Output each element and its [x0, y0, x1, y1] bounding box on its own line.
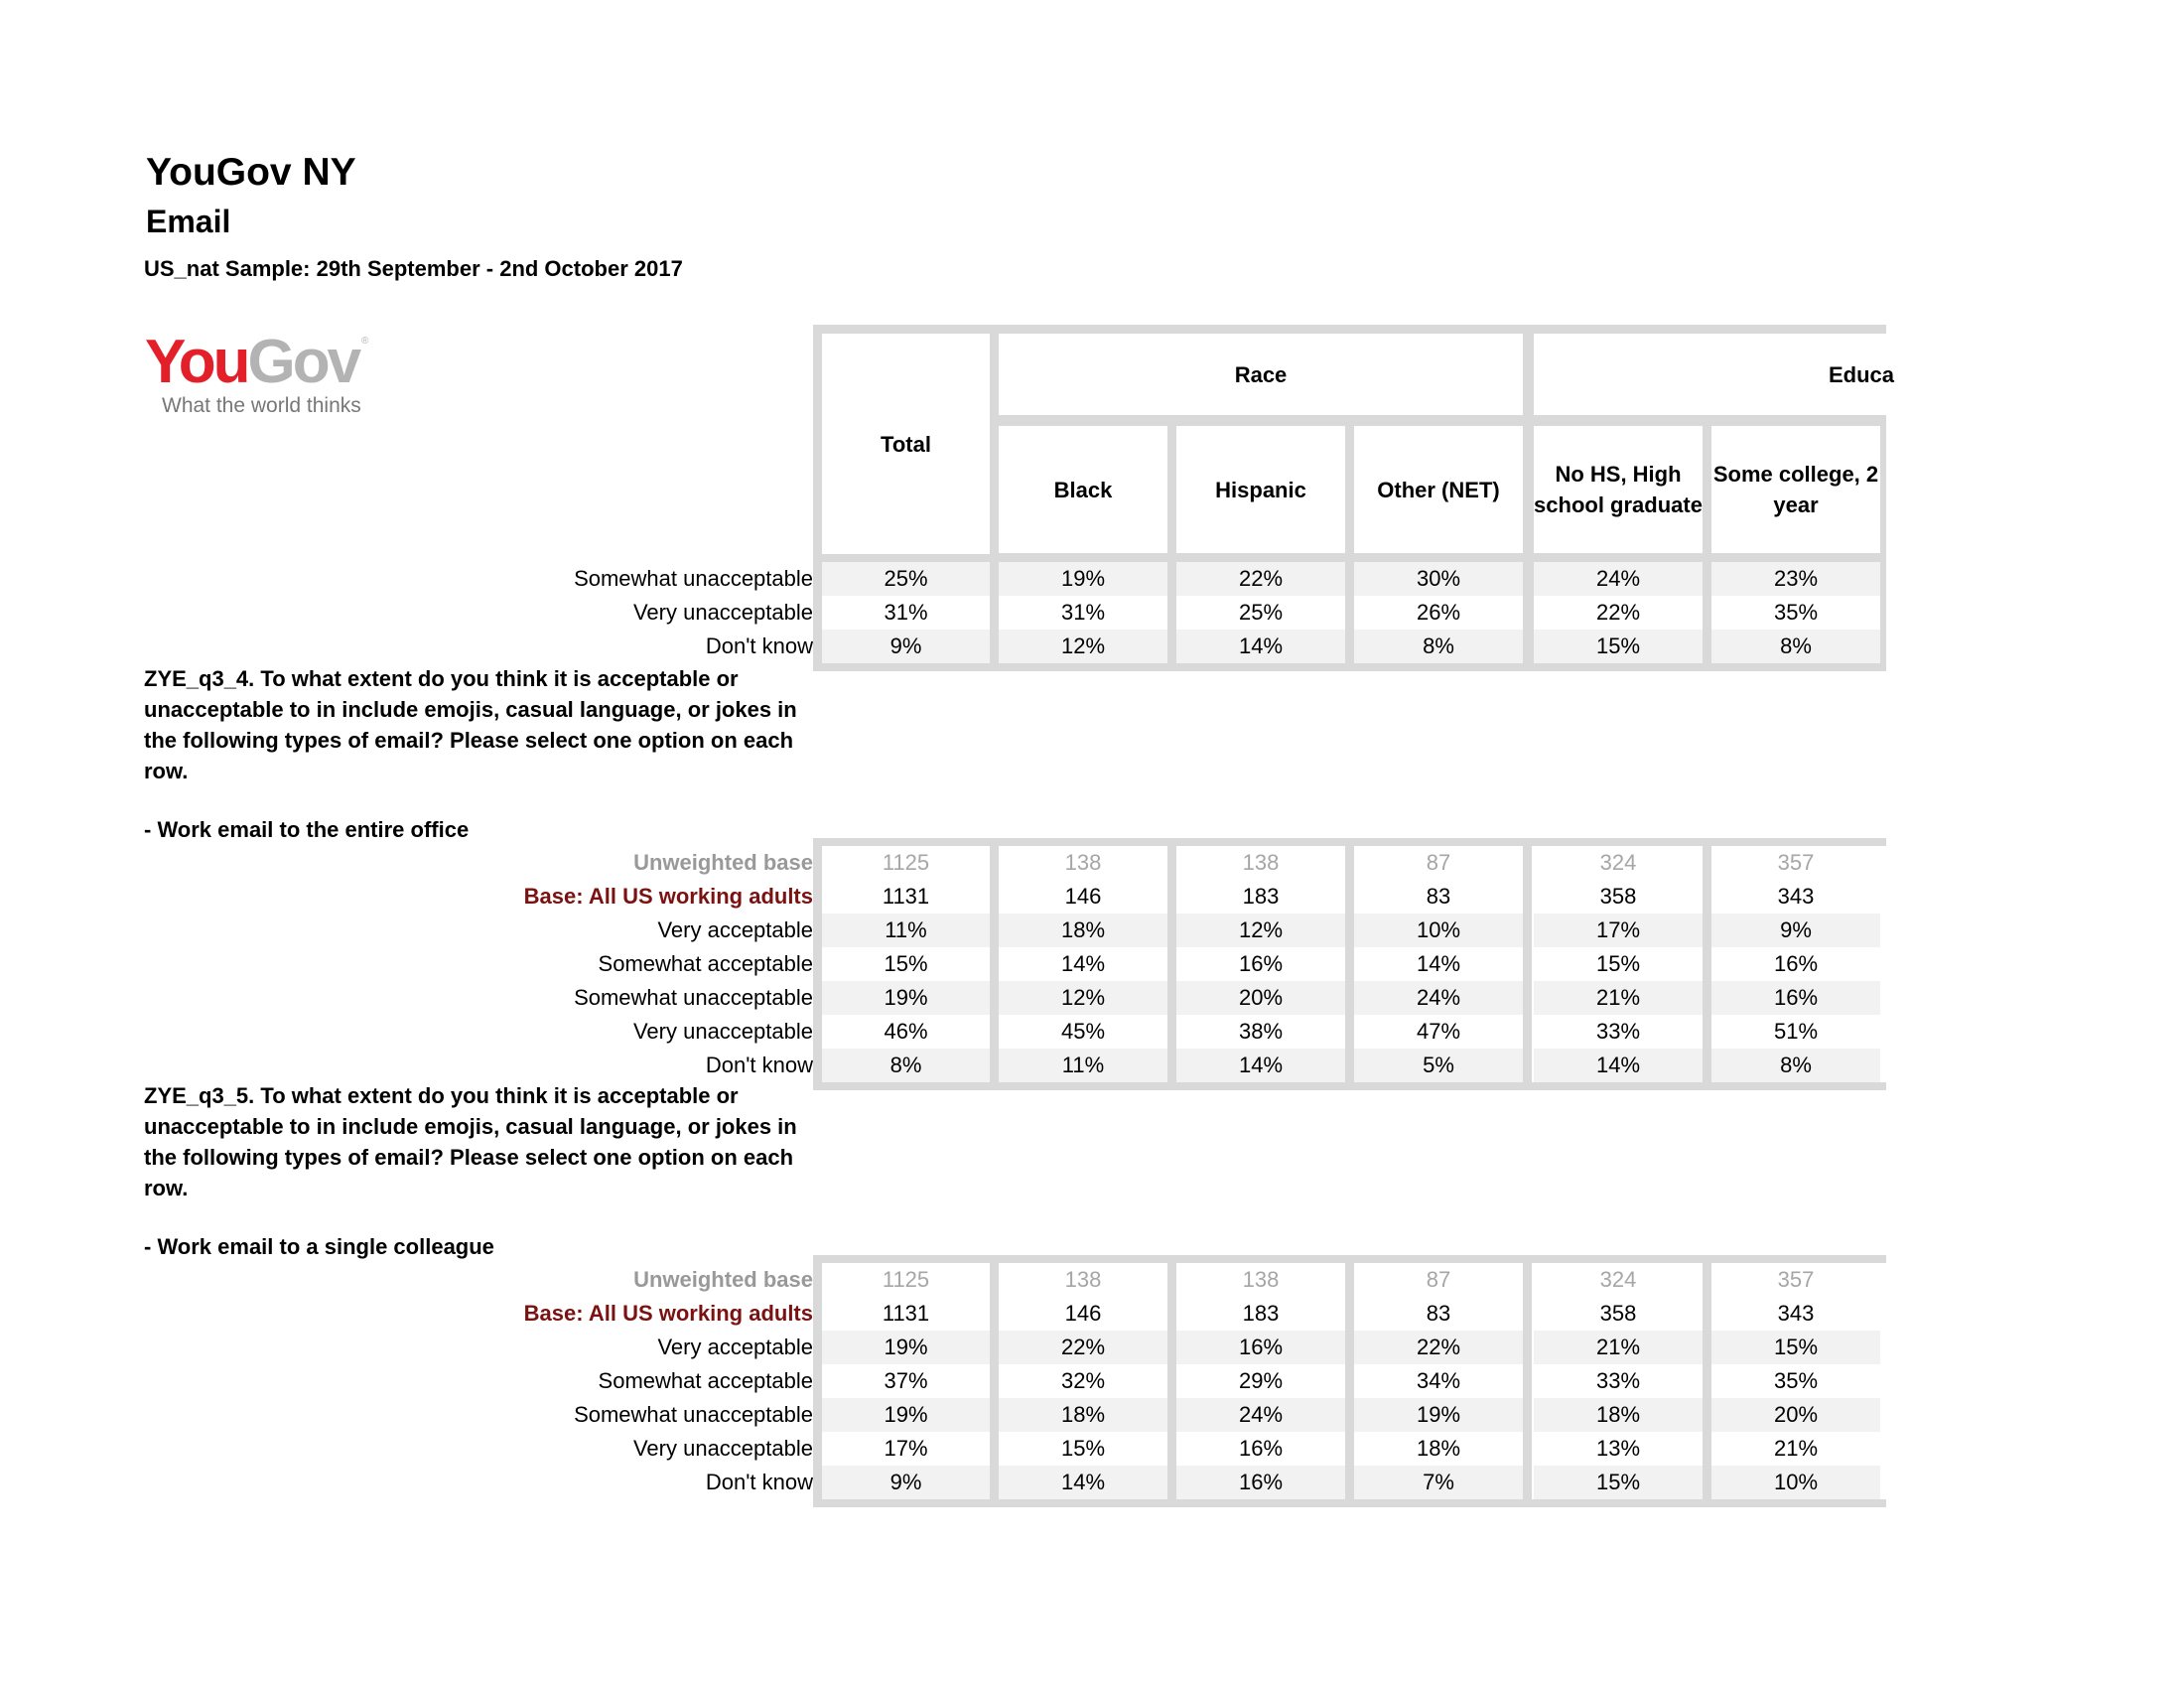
- row-label: Don't know: [705, 633, 813, 658]
- row-label: Very acceptable: [657, 1335, 813, 1359]
- column-separator: [990, 1331, 999, 1364]
- table-cell: 343: [1711, 880, 1880, 914]
- question-line: the following types of email? Please select one option on each: [144, 1145, 794, 1170]
- table-cell: 83: [1354, 880, 1523, 914]
- row-label: Somewhat unacceptable: [574, 1402, 813, 1427]
- table-cell: 47%: [1354, 1015, 1523, 1049]
- table-cell: 15%: [1534, 1466, 1703, 1499]
- column-separator: [1345, 1398, 1354, 1432]
- row-cells: [813, 562, 1886, 596]
- column-separator: [1167, 981, 1176, 1015]
- row-cells: [813, 1432, 1886, 1466]
- table-cell: 16%: [1176, 947, 1345, 981]
- column-separator: [1523, 846, 1532, 880]
- page-subtitle: Email: [146, 204, 231, 239]
- column-separator: [1523, 596, 1532, 630]
- row-cells: [813, 947, 1886, 981]
- table-cell: 87: [1354, 1263, 1523, 1297]
- row-label: Very unacceptable: [632, 1436, 813, 1461]
- table-cell: 183: [1176, 1297, 1345, 1331]
- table-row: [0, 1263, 1886, 1297]
- table-cell: 17%: [1534, 914, 1703, 947]
- table-row: [0, 1432, 1886, 1466]
- table-cell: 15%: [822, 947, 990, 981]
- question-q3-4: [144, 663, 819, 786]
- table-cell: 20%: [1176, 981, 1345, 1015]
- column-separator: [1345, 562, 1354, 596]
- table-cell: 16%: [1711, 981, 1880, 1015]
- column-separator: [1703, 1331, 1711, 1364]
- table-cell: 18%: [1534, 1398, 1703, 1432]
- row-label: Somewhat acceptable: [598, 1368, 813, 1393]
- column-separator: [1523, 630, 1532, 663]
- table-top-border: [813, 838, 1886, 846]
- column-separator: [990, 562, 999, 596]
- column-separator: [1523, 981, 1532, 1015]
- table-cell: 14%: [1534, 1049, 1703, 1082]
- column-separator: [990, 947, 999, 981]
- table-cell: 20%: [1711, 1398, 1880, 1432]
- table-bottom-border: [813, 663, 1886, 671]
- table-row: [0, 981, 1886, 1015]
- column-separator: [1523, 1263, 1532, 1297]
- column-separator: [813, 846, 822, 880]
- table-cell: 14%: [999, 1466, 1167, 1499]
- table-cell: 11%: [822, 914, 990, 947]
- table-cell: 16%: [1176, 1466, 1345, 1499]
- column-separator: [990, 1398, 999, 1432]
- row-cells: [813, 1049, 1886, 1082]
- row-cells: [813, 981, 1886, 1015]
- table-cell: 26%: [1354, 596, 1523, 630]
- column-separator: [813, 914, 822, 947]
- column-separator: [1523, 947, 1532, 981]
- table-cell: 14%: [999, 947, 1167, 981]
- table-cell: 18%: [999, 914, 1167, 947]
- table-cell: 14%: [1354, 947, 1523, 981]
- row-label: Unweighted base: [633, 850, 813, 875]
- table-cell: 138: [999, 846, 1167, 880]
- column-separator: [1167, 1049, 1176, 1082]
- question-q3-4-subheading: - Work email to the entire office: [144, 817, 470, 842]
- table-cell: 183: [1176, 880, 1345, 914]
- column-separator: [990, 596, 999, 630]
- table-cell: 9%: [822, 630, 990, 663]
- table-cell: 24%: [1354, 981, 1523, 1015]
- row-cells: [813, 1398, 1886, 1432]
- column-separator: [1167, 947, 1176, 981]
- table-cell: 16%: [1176, 1331, 1345, 1364]
- column-separator: [1345, 1297, 1354, 1331]
- table-row: [0, 1398, 1886, 1432]
- column-separator: [813, 630, 822, 663]
- column-separator: [990, 1364, 999, 1398]
- logo-gov: Gov: [247, 328, 359, 396]
- row-label: Very unacceptable: [632, 600, 813, 625]
- question-line: unacceptable to in include emojis, casual language, or jokes in: [144, 697, 797, 722]
- table-cell: 18%: [1354, 1432, 1523, 1466]
- column-separator: [1345, 596, 1354, 630]
- row-label: Somewhat acceptable: [598, 951, 813, 976]
- col-header-total: Total: [822, 334, 990, 554]
- table-row: [0, 846, 1886, 880]
- question-line: unacceptable to in include emojis, casual language, or jokes in: [144, 1114, 797, 1139]
- table-row: [0, 1331, 1886, 1364]
- row-label: Very unacceptable: [632, 1019, 813, 1044]
- column-separator: [813, 947, 822, 981]
- col-group-race: Race: [999, 334, 1523, 415]
- column-separator: [990, 981, 999, 1015]
- table-cell: 23%: [1711, 562, 1880, 596]
- table-cell: 51%: [1711, 1015, 1880, 1049]
- table-cell: 12%: [999, 630, 1167, 663]
- column-separator: [1345, 846, 1354, 880]
- column-separator: [990, 1015, 999, 1049]
- column-separator: [1345, 914, 1354, 947]
- table-cell: 15%: [1711, 1331, 1880, 1364]
- table-cell: 35%: [1711, 1364, 1880, 1398]
- row-label: Somewhat unacceptable: [574, 985, 813, 1010]
- column-separator: [1703, 1466, 1711, 1499]
- row-cells: [813, 1263, 1886, 1297]
- column-separator: [1345, 630, 1354, 663]
- column-separator: [1167, 1297, 1176, 1331]
- column-separator: [1345, 1466, 1354, 1499]
- table-cell: 8%: [1354, 630, 1523, 663]
- table-cell: 24%: [1176, 1398, 1345, 1432]
- table-cell: 34%: [1354, 1364, 1523, 1398]
- column-separator: [1167, 630, 1176, 663]
- column-separator: [1167, 1263, 1176, 1297]
- table-row: [0, 880, 1886, 914]
- table-cell: 21%: [1534, 1331, 1703, 1364]
- col-header-other: Other (NET): [1354, 426, 1523, 553]
- table-cell: 138: [1176, 846, 1345, 880]
- column-separator: [813, 1049, 822, 1082]
- table-cell: 17%: [822, 1432, 990, 1466]
- table-cell: 12%: [999, 981, 1167, 1015]
- table-cell: 35%: [1711, 596, 1880, 630]
- yougov-logo: [145, 328, 383, 421]
- table-cell: 357: [1711, 846, 1880, 880]
- table-cell: 11%: [999, 1049, 1167, 1082]
- column-separator: [1703, 1432, 1711, 1466]
- column-separator: [1345, 947, 1354, 981]
- table-bottom-border: [813, 1082, 1886, 1090]
- table-cell: 343: [1711, 1297, 1880, 1331]
- table-cell: 146: [999, 880, 1167, 914]
- table-cell: 33%: [1534, 1364, 1703, 1398]
- col-group-education: Educa: [1534, 334, 1886, 415]
- table-cell: 8%: [822, 1049, 990, 1082]
- table-cell: 31%: [999, 596, 1167, 630]
- column-separator: [1703, 1398, 1711, 1432]
- table-row: [0, 1364, 1886, 1398]
- row-label: Somewhat unacceptable: [574, 566, 813, 591]
- table-cell: 15%: [1534, 630, 1703, 663]
- col-header-some-college: [1711, 426, 1880, 553]
- column-separator: [813, 1015, 822, 1049]
- table-cell: 9%: [822, 1466, 990, 1499]
- column-separator: [1523, 914, 1532, 947]
- table-cell: 15%: [1534, 947, 1703, 981]
- column-separator: [1703, 1297, 1711, 1331]
- column-separator: [1167, 914, 1176, 947]
- column-separator: [1703, 562, 1711, 596]
- table-row: [0, 1049, 1886, 1082]
- column-separator: [1703, 981, 1711, 1015]
- column-separator: [813, 880, 822, 914]
- table-cell: 358: [1534, 1297, 1703, 1331]
- table-cell: 9%: [1711, 914, 1880, 947]
- sample-info: US_nat Sample: 29th September - 2nd October 2017: [144, 256, 683, 281]
- table-cell: 138: [1176, 1263, 1345, 1297]
- table-cell: 16%: [1176, 1432, 1345, 1466]
- col-header-no-hs-line2: school graduate: [1534, 492, 1703, 517]
- column-separator: [1167, 1466, 1176, 1499]
- table-cell: 10%: [1711, 1466, 1880, 1499]
- table-cell: 24%: [1534, 562, 1703, 596]
- table-cell: 38%: [1176, 1015, 1345, 1049]
- table-cell: 19%: [822, 1398, 990, 1432]
- table-row: [0, 562, 1886, 596]
- table-cell: 7%: [1354, 1466, 1523, 1499]
- column-separator: [990, 1297, 999, 1331]
- row-cells: [813, 596, 1886, 630]
- column-separator: [1523, 1297, 1532, 1331]
- col-header-black: Black: [999, 426, 1167, 553]
- column-separator: [1703, 880, 1711, 914]
- column-separator: [1523, 1049, 1532, 1082]
- table-cell: 10%: [1354, 914, 1523, 947]
- column-separator: [1345, 1364, 1354, 1398]
- table-cell: 19%: [1354, 1398, 1523, 1432]
- column-separator: [1523, 562, 1532, 596]
- table-cell: 358: [1534, 880, 1703, 914]
- row-cells: [813, 1466, 1886, 1499]
- column-separator: [1167, 846, 1176, 880]
- row-cells: [813, 1364, 1886, 1398]
- column-separator: [990, 1263, 999, 1297]
- column-separator: [813, 1263, 822, 1297]
- table-cell: 16%: [1711, 947, 1880, 981]
- column-separator: [990, 1466, 999, 1499]
- column-separator: [1523, 1331, 1532, 1364]
- column-separator: [1345, 1263, 1354, 1297]
- table-cell: 37%: [822, 1364, 990, 1398]
- logo-tagline: What the world thinks: [162, 394, 361, 417]
- table-cell: 8%: [1711, 1049, 1880, 1082]
- col-header-some-college-line2: year: [1773, 492, 1819, 517]
- table-cell: 18%: [999, 1398, 1167, 1432]
- column-separator: [813, 562, 822, 596]
- column-separator: [1345, 1432, 1354, 1466]
- table-cell: 19%: [822, 1331, 990, 1364]
- table-cell: 12%: [1176, 914, 1345, 947]
- row-cells: [813, 1331, 1886, 1364]
- table-cell: 83: [1354, 1297, 1523, 1331]
- column-separator: [813, 981, 822, 1015]
- column-separator: [813, 1466, 822, 1499]
- column-separator: [1703, 1049, 1711, 1082]
- logo-wordmark: [145, 328, 359, 396]
- row-label: Unweighted base: [633, 1267, 813, 1292]
- column-separator: [1703, 1015, 1711, 1049]
- table-cell: 1131: [822, 1297, 990, 1331]
- table-cell: 14%: [1176, 630, 1345, 663]
- column-separator: [1167, 1015, 1176, 1049]
- table-cell: 1125: [822, 846, 990, 880]
- column-separator: [813, 1432, 822, 1466]
- table-row: [0, 947, 1886, 981]
- table-row: [0, 1015, 1886, 1049]
- column-separator: [1167, 880, 1176, 914]
- table-cell: 22%: [1176, 562, 1345, 596]
- table-cell: 5%: [1354, 1049, 1523, 1082]
- column-separator: [1523, 1432, 1532, 1466]
- column-separator: [1703, 914, 1711, 947]
- column-separator: [1345, 1015, 1354, 1049]
- column-separator: [990, 880, 999, 914]
- table-cell: 15%: [999, 1432, 1167, 1466]
- row-label: Don't know: [705, 1470, 813, 1494]
- column-separator: [1345, 880, 1354, 914]
- column-separator: [990, 914, 999, 947]
- table-cell: 25%: [1176, 596, 1345, 630]
- column-separator: [990, 1049, 999, 1082]
- table-cell: 324: [1534, 846, 1703, 880]
- row-cells: [813, 1297, 1886, 1331]
- table-bottom-border: [813, 1499, 1886, 1507]
- table-cell: 8%: [1711, 630, 1880, 663]
- table-cell: 1131: [822, 880, 990, 914]
- table-row: [0, 596, 1886, 630]
- column-separator: [1523, 1364, 1532, 1398]
- table-cell: 31%: [822, 596, 990, 630]
- row-cells: [813, 880, 1886, 914]
- column-separator: [813, 1297, 822, 1331]
- row-label: Base: All US working adults: [523, 884, 813, 909]
- column-separator: [1703, 630, 1711, 663]
- table-cell: 45%: [999, 1015, 1167, 1049]
- logo-you: You: [145, 328, 248, 396]
- table-row: [0, 1297, 1886, 1331]
- column-separator: [1703, 596, 1711, 630]
- column-separator: [1523, 880, 1532, 914]
- question-line: the following types of email? Please select one option on each: [144, 728, 794, 753]
- table-cell: 146: [999, 1297, 1167, 1331]
- column-separator: [1703, 846, 1711, 880]
- table-cell: 357: [1711, 1263, 1880, 1297]
- column-separator: [1703, 947, 1711, 981]
- question-line: ZYE_q3_4. To what extent do you think it is acceptable or: [144, 666, 739, 691]
- column-separator: [1703, 1364, 1711, 1398]
- table-cell: 21%: [1711, 1432, 1880, 1466]
- table-row: [0, 630, 1886, 663]
- table-cell: 33%: [1534, 1015, 1703, 1049]
- question-line: ZYE_q3_5. To what extent do you think it is acceptable or: [144, 1083, 739, 1108]
- row-cells: [813, 914, 1886, 947]
- logo-registered-mark: ®: [361, 336, 369, 347]
- column-separator: [1523, 1398, 1532, 1432]
- column-separator: [813, 1398, 822, 1432]
- column-separator: [1345, 1049, 1354, 1082]
- column-separator: [1167, 1364, 1176, 1398]
- table-cell: 19%: [999, 562, 1167, 596]
- column-separator: [1167, 1432, 1176, 1466]
- table-cell: 138: [999, 1263, 1167, 1297]
- question-q3-5-subheading: - Work email to a single colleague: [144, 1234, 494, 1259]
- table-cell: 25%: [822, 562, 990, 596]
- column-separator: [1167, 1331, 1176, 1364]
- page-title: YouGov NY: [146, 151, 356, 194]
- row-label: Base: All US working adults: [523, 1301, 813, 1326]
- table-cell: 32%: [999, 1364, 1167, 1398]
- column-separator: [1167, 562, 1176, 596]
- row-cells: [813, 630, 1886, 663]
- question-line: row.: [144, 1176, 189, 1200]
- column-separator: [990, 1432, 999, 1466]
- column-separator: [1345, 981, 1354, 1015]
- col-header-no-hs: [1534, 426, 1703, 553]
- column-separator: [813, 1331, 822, 1364]
- table-top-border: [813, 1255, 1886, 1263]
- question-line: row.: [144, 759, 189, 783]
- table-row: [0, 914, 1886, 947]
- column-separator: [1523, 1015, 1532, 1049]
- column-separator: [1167, 1398, 1176, 1432]
- row-cells: [813, 1015, 1886, 1049]
- row-label: Very acceptable: [657, 917, 813, 942]
- column-separator: [990, 630, 999, 663]
- column-separator: [813, 596, 822, 630]
- table-cell: 22%: [1354, 1331, 1523, 1364]
- table-cell: 1125: [822, 1263, 990, 1297]
- table-cell: 324: [1534, 1263, 1703, 1297]
- table-row: [0, 1466, 1886, 1499]
- table-cell: 46%: [822, 1015, 990, 1049]
- col-header-some-college-line1: Some college, 2: [1712, 462, 1879, 487]
- table-cell: 22%: [999, 1331, 1167, 1364]
- column-separator: [1167, 596, 1176, 630]
- column-separator: [1523, 1466, 1532, 1499]
- row-cells: [813, 846, 1886, 880]
- column-separator: [1345, 1331, 1354, 1364]
- table-cell: 21%: [1534, 981, 1703, 1015]
- table-cell: 14%: [1176, 1049, 1345, 1082]
- column-separator: [990, 846, 999, 880]
- column-separator: [813, 1364, 822, 1398]
- table-cell: 13%: [1534, 1432, 1703, 1466]
- table-cell: 22%: [1534, 596, 1703, 630]
- question-q3-5: [144, 1080, 819, 1203]
- col-header-hispanic: Hispanic: [1176, 426, 1345, 553]
- col-header-no-hs-line1: No HS, High: [1555, 462, 1682, 487]
- table-cell: 29%: [1176, 1364, 1345, 1398]
- table-cell: 19%: [822, 981, 990, 1015]
- column-separator: [1703, 1263, 1711, 1297]
- table-cell: 87: [1354, 846, 1523, 880]
- row-label: Don't know: [705, 1053, 813, 1077]
- table-cell: 30%: [1354, 562, 1523, 596]
